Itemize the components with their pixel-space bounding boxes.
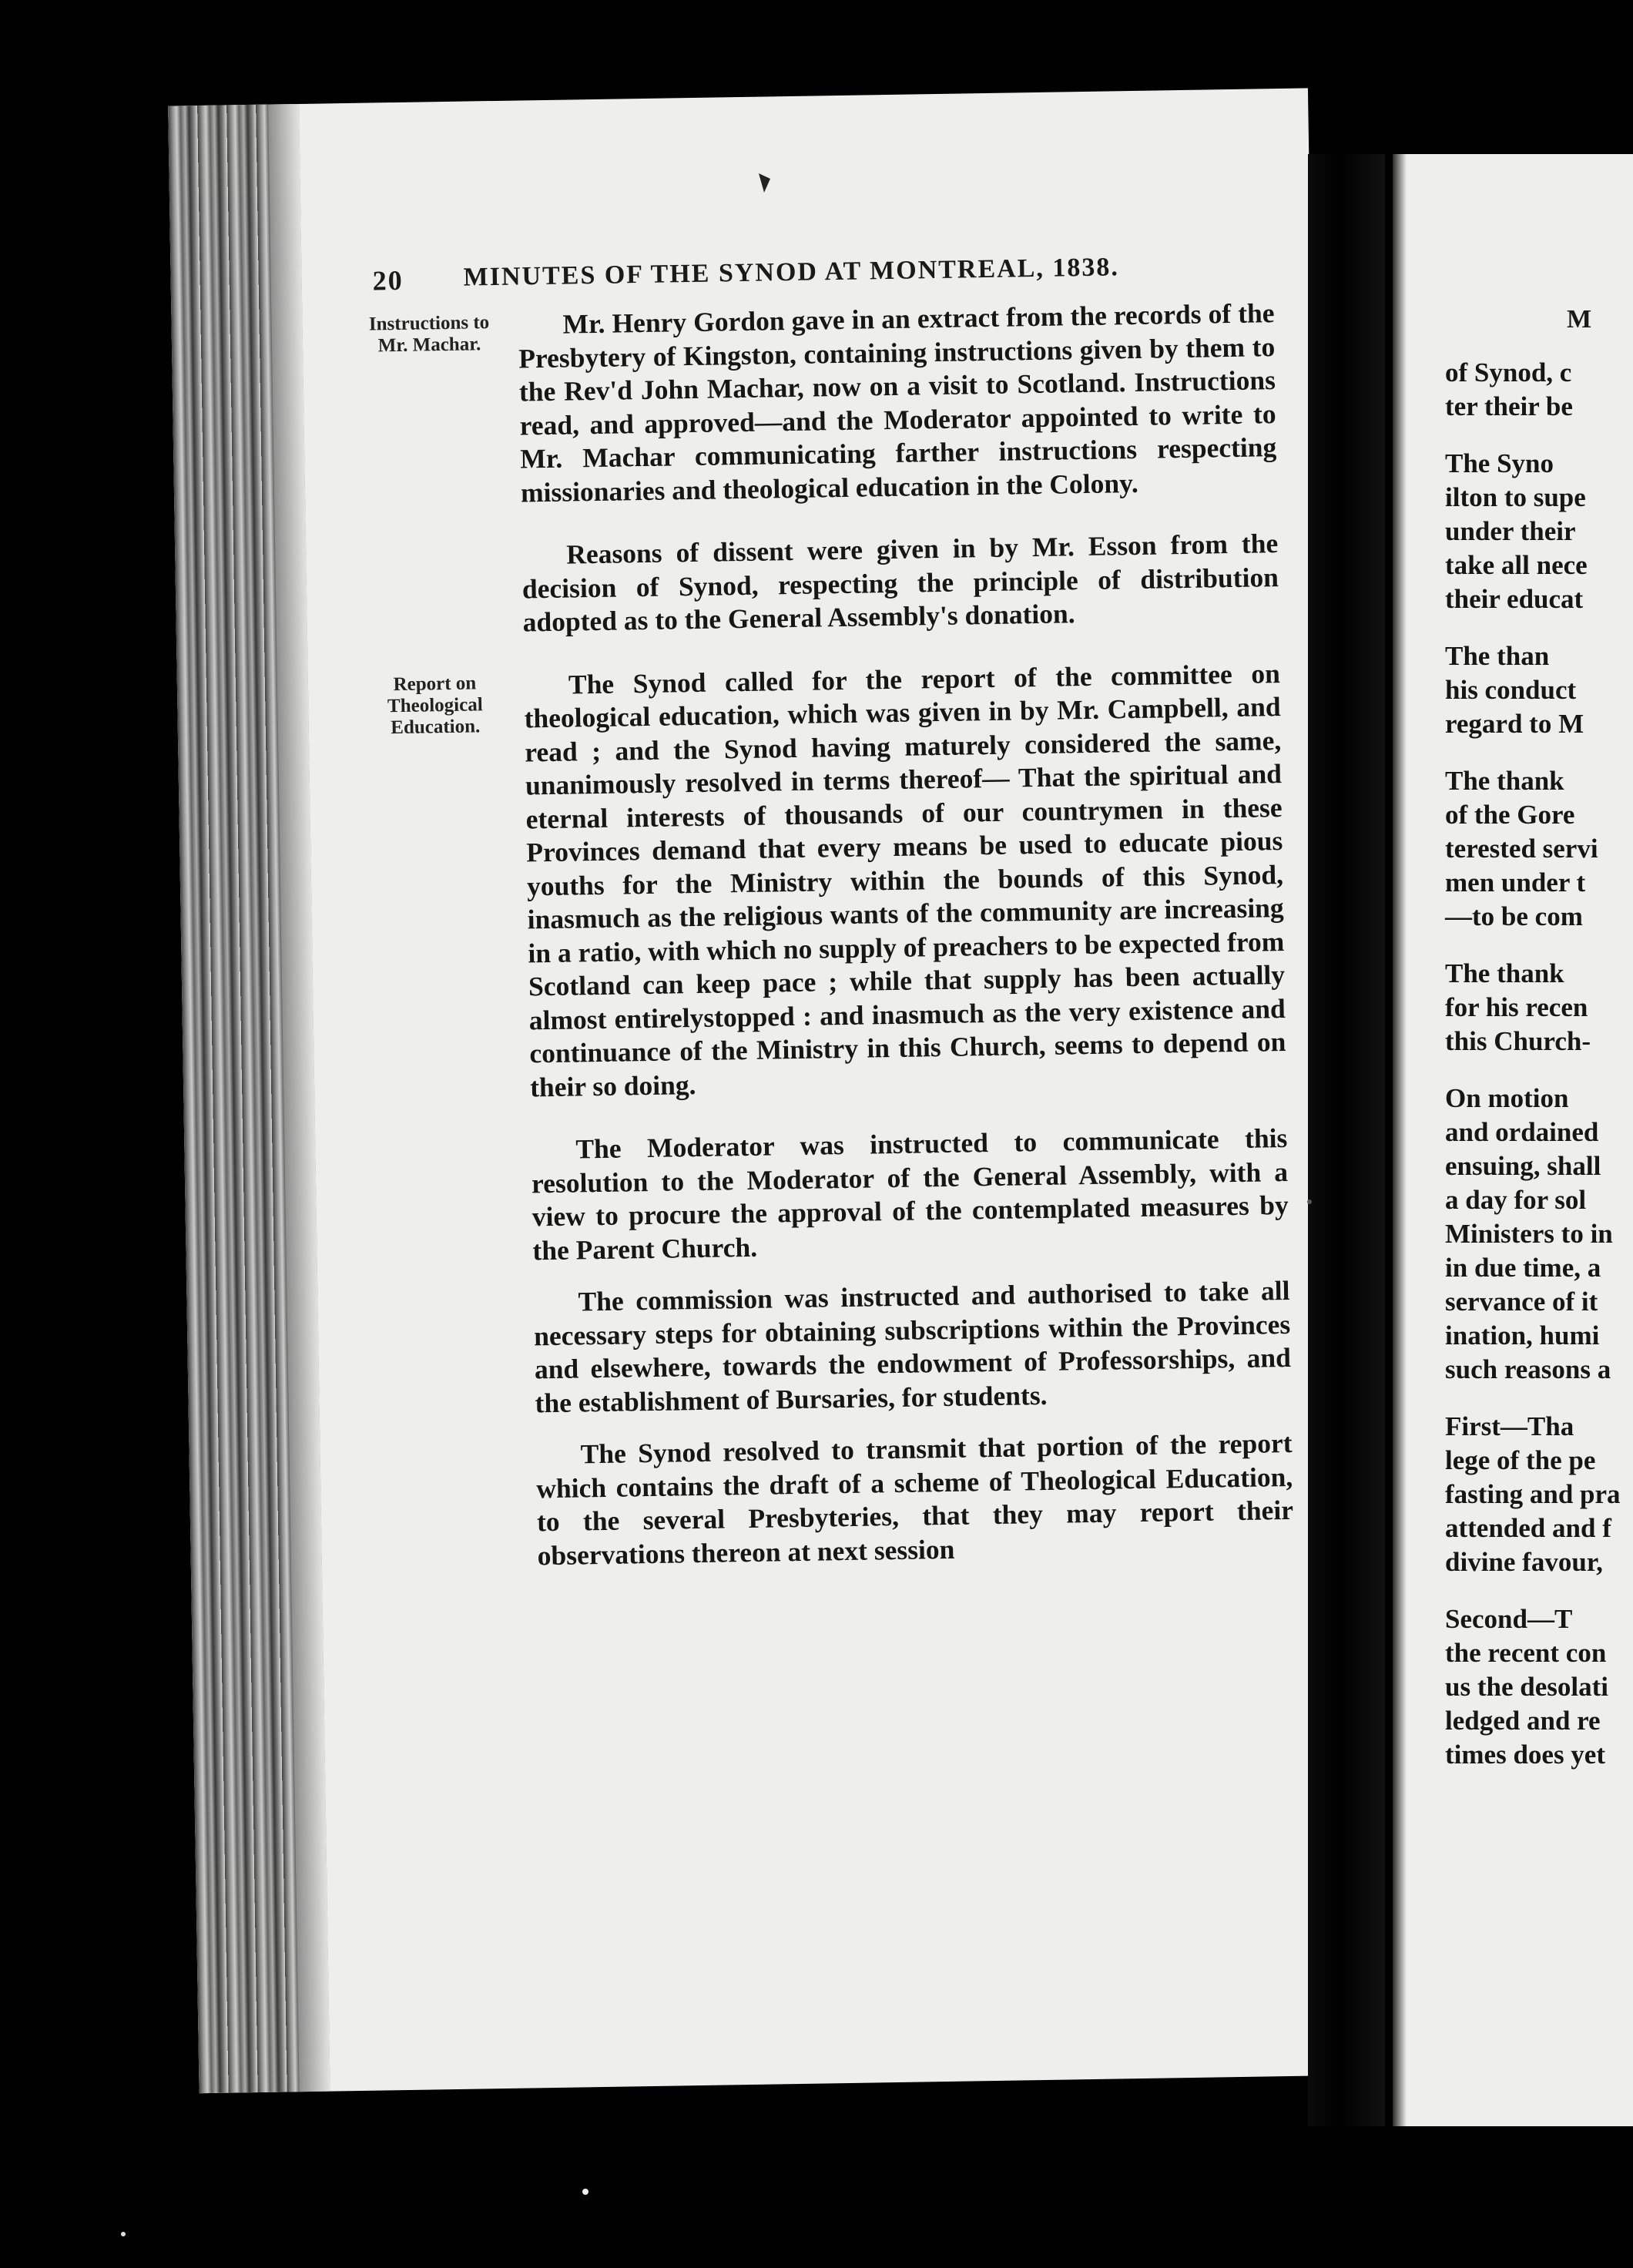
line-gap <box>1445 741 1633 764</box>
text-line-fragment: lege of the pe <box>1445 1445 1596 1475</box>
text-line-fragment: —to be com <box>1445 901 1583 931</box>
text-line-fragment: ter their be <box>1445 391 1573 421</box>
entry-instructions-machar <box>368 297 1277 512</box>
dust-speck <box>582 2189 588 2195</box>
left-page <box>168 88 1339 2093</box>
right-running-head: M <box>1567 305 1592 334</box>
line-gap <box>1445 1579 1633 1602</box>
text-line-fragment: ensuing, shall <box>1445 1151 1601 1181</box>
paragraph: The commission was instructed and authorised to take all necessary steps for obtaining subscriptions within the Provinces and elsewhere, towards the endowment of Professorships, and the establishment of Bursaries, for students. <box>533 1274 1292 1418</box>
text-line-fragment: First—Tha <box>1445 1411 1574 1441</box>
text-line-fragment: The than <box>1445 641 1550 671</box>
dust-speck <box>121 2232 126 2236</box>
line-gap <box>1445 1387 1633 1410</box>
right-page <box>1393 154 1633 2126</box>
text-line-fragment: fasting and pra <box>1445 1479 1621 1509</box>
text-line-fragment: The thank <box>1445 766 1564 796</box>
text-line-fragment: in due time, a <box>1445 1253 1601 1283</box>
paragraph: The Synod resolved to transmit that portion of the report which contains the draft of a scheme of Theological Education, to the several Presbyteries, that they may report their observations thereon at next session <box>536 1427 1294 1571</box>
text-line-fragment: ination, humi <box>1445 1320 1600 1350</box>
text-line-fragment: Second—T <box>1445 1604 1573 1634</box>
paragraph: Reasons of dissent were given in by Mr. Esson from the decision of Synod, respecting the principle of distribution adopted as to the General Assembly's donation. <box>521 528 1279 638</box>
line-gap <box>1445 1059 1633 1082</box>
right-page-text <box>1445 356 1633 1772</box>
text-line-fragment: us the desolati <box>1445 1672 1608 1702</box>
text-line-fragment: and ordained <box>1445 1117 1599 1147</box>
text-line-fragment: regard to M <box>1445 709 1584 739</box>
text-line-fragment: ilton to supe <box>1445 482 1586 512</box>
entry-theological-education <box>379 657 1294 1575</box>
text-line-fragment: the recent con <box>1445 1638 1607 1668</box>
text-line-fragment: terested servi <box>1445 834 1598 864</box>
marginal-note: Instructions to Mr. Machar. <box>368 312 490 357</box>
text-line-fragment: times does yet <box>1445 1740 1606 1770</box>
page-edges-decoration <box>168 104 330 2093</box>
text-line-fragment: of Synod, c <box>1445 357 1572 388</box>
paragraph: The Moderator was instructed to communicate this resolution to the Moderator of the General Assembly, with a view to procure the approval of the contemplated measures by the Parent Church. <box>531 1122 1289 1266</box>
text-line-fragment: under their <box>1445 516 1576 546</box>
paragraph: Mr. Henry Gordon gave in an extract from the records of the Presbytery of Kingston, containing instructions given by them to the Rev'd John Machar, now on a visit to Scotland. Instructions read, and approved—and the Moderator appointed to write to Mr. Machar communicating farther instructions respecting missionaries and theological education in the Colony. <box>518 297 1277 508</box>
entry-reasons-of-dissent <box>377 527 1279 642</box>
text-line-fragment: The Syno <box>1445 448 1554 478</box>
text-line-fragment: a day for sol <box>1445 1185 1587 1215</box>
text-line-fragment: of the Gore <box>1445 800 1575 830</box>
text-line-fragment: such reasons a <box>1445 1354 1611 1384</box>
text-line-fragment: ledged and re <box>1445 1706 1601 1736</box>
text-line-fragment: men under t <box>1445 867 1586 897</box>
line-gap <box>1445 616 1633 639</box>
line-gap <box>1445 424 1633 447</box>
text-line-fragment: attended and f <box>1445 1513 1611 1543</box>
text-line-fragment: take all nece <box>1445 550 1588 580</box>
text-line-fragment: divine favour, <box>1445 1547 1603 1577</box>
text-line-fragment: servance of it <box>1445 1287 1598 1317</box>
text-line-fragment: On motion <box>1445 1083 1569 1113</box>
line-gap <box>1445 934 1633 957</box>
text-line-fragment: for his recen <box>1445 992 1588 1022</box>
paragraph: The Synod called for the report of the committee on theological education, which was given in by Mr. Campbell, and read ; and the Synod having maturely considered the same, unanimously resolved in terms thereof— That the spiritual and eternal interests of thousands of our countrymen in these Provinces demand that every means be used to educate pious youths for the Ministry within the bounds of this Synod, inasmuch as the religious wants of the community are increasing in a ratio, with which no supply of preachers to be expected from Scotland can keep pace ; while that supply has been actually almost entirelystopped : and inasmuch as the very existence and continuance of the Ministry in this Church, seems to depend on their so doing. <box>524 657 1286 1102</box>
running-head-title: MINUTES OF THE SYNOD AT MONTREAL, 1838. <box>463 253 1120 292</box>
text-line-fragment: The thank <box>1445 958 1564 988</box>
book-gutter <box>1308 154 1385 2126</box>
text-line-fragment: his conduct <box>1445 675 1577 705</box>
printed-text-block <box>368 250 1294 1604</box>
text-line-fragment: Ministers to in <box>1445 1219 1613 1249</box>
text-line-fragment: this Church- <box>1445 1026 1591 1056</box>
marginal-note: Report on Theological Education. <box>387 672 483 738</box>
text-line-fragment: their educat <box>1445 584 1584 614</box>
page-number: 20 <box>372 264 404 297</box>
